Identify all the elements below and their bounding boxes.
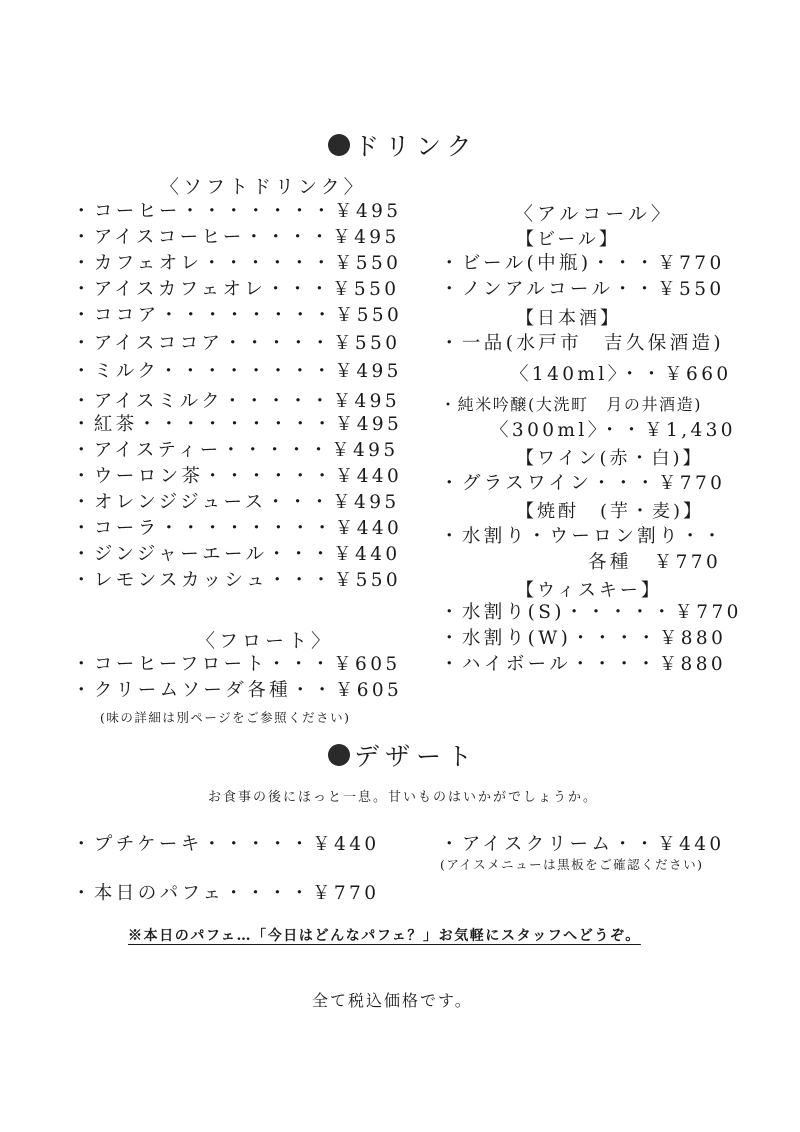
menu-item: ・アイスクリーム・・￥440: [440, 834, 725, 855]
menu-item: ・ビール(中瓶)・・・￥770: [440, 253, 725, 274]
whisky-heading: 【ウィスキー】: [516, 580, 662, 601]
menu-item: ・アイスカフェオレ・・・￥550: [72, 279, 400, 300]
menu-item: ・ミルク・・・・・・・・￥495: [72, 361, 402, 382]
menu-item: ・アイスティー・・・・・￥495: [72, 440, 399, 461]
sake-heading: 【日本酒】: [516, 308, 621, 329]
menu-item: ・オレンジジュース・・・￥495: [72, 492, 400, 513]
sake-item-1-name: ・一品(水戸市 吉久保酒造): [440, 333, 725, 354]
beer-list: [440, 251, 725, 303]
drink-section-title: [328, 127, 478, 163]
menu-item: ・アイスココア・・・・・￥550: [72, 333, 401, 354]
dessert-section-title: [328, 737, 478, 773]
menu-item: ・コーヒーフロート・・・￥605: [72, 654, 401, 675]
menu-item: ・プチケーキ・・・・・￥440: [72, 834, 380, 855]
menu-item: ・ノンアルコール・・￥550: [440, 279, 725, 300]
sake-item-1-price: 〈140ml〉・・￥660: [510, 364, 732, 385]
menu-item: ・水割り(W)・・・・￥880: [440, 628, 727, 649]
menu-item: ・本日のパフェ・・・・￥770: [72, 883, 380, 904]
menu-item: ・グラスワイン・・・￥770: [440, 473, 726, 494]
shochu-heading: 【焼酎 (芋・麦)】: [516, 501, 705, 522]
soft-drink-list: [72, 199, 402, 594]
float-list: [72, 652, 402, 704]
menu-item: ・水割り(S)・・・・・￥770: [440, 602, 742, 623]
float-note: (味の詳細は別ページをご参照ください): [100, 710, 351, 725]
float-heading: 〈フロート〉: [196, 630, 335, 652]
soft-drink-heading: 〈ソフトドリンク〉: [160, 176, 367, 198]
sake-item-2-name: ・純米吟醸(大洗町 月の井酒造): [440, 395, 703, 414]
parfait-note: ※本日のパフェ…「今日はどんなパフェ？」お気軽にスタッフへどうぞ。: [128, 928, 641, 944]
menu-item: ・クリームソーダ各種・・￥605: [72, 680, 403, 701]
menu-item: ・ハイボール・・・・￥880: [440, 654, 727, 675]
shochu-item-name: ・水割り・ウーロン割り・・: [440, 526, 725, 547]
alcohol-heading: 〈アルコール〉: [514, 203, 674, 225]
menu-item: ・コーヒー・・・・・・・￥495: [72, 201, 402, 222]
whisky-list: [440, 600, 742, 678]
menu-item: ・レモンスカッシュ・・・￥550: [72, 570, 402, 591]
tax-note: 全て税込価格です。: [312, 991, 473, 1010]
filled-circle-icon: [328, 134, 350, 156]
menu-item: ・紅茶・・・・・・・・・￥495: [72, 414, 403, 435]
shochu-item-price: 各種 ￥770: [588, 552, 722, 573]
wine-heading: 【ワイン(赤・白)】: [516, 448, 704, 469]
menu-item: ・ジンジャーエール・・・￥440: [72, 544, 401, 565]
menu-item: ・アイスミルク・・・・・￥495: [72, 391, 400, 412]
menu-item: ・ウーロン茶・・・・・・￥440: [72, 466, 403, 487]
menu-item: ・アイスコーヒー・・・・￥495: [72, 227, 400, 248]
dessert-tagline: お食事の後にほっと一息。甘いものはいかがでしょうか。: [208, 790, 599, 805]
dessert-title-text: デザート: [354, 742, 479, 771]
sake-item-2-price: 〈300ml〉・・￥1,430: [490, 420, 736, 441]
menu-item: ・コーラ・・・・・・・・￥440: [72, 518, 403, 539]
menu-item: ・ココア・・・・・・・・￥550: [72, 305, 403, 326]
beer-heading: 【ビール】: [516, 229, 620, 250]
menu-item: ・カフェオレ・・・・・・￥550: [72, 253, 402, 274]
drink-title-text: ドリンク: [354, 132, 478, 161]
ice-cream-note: (アイスメニューは黒板をご確認ください): [440, 857, 704, 872]
filled-circle-icon: [328, 744, 350, 766]
